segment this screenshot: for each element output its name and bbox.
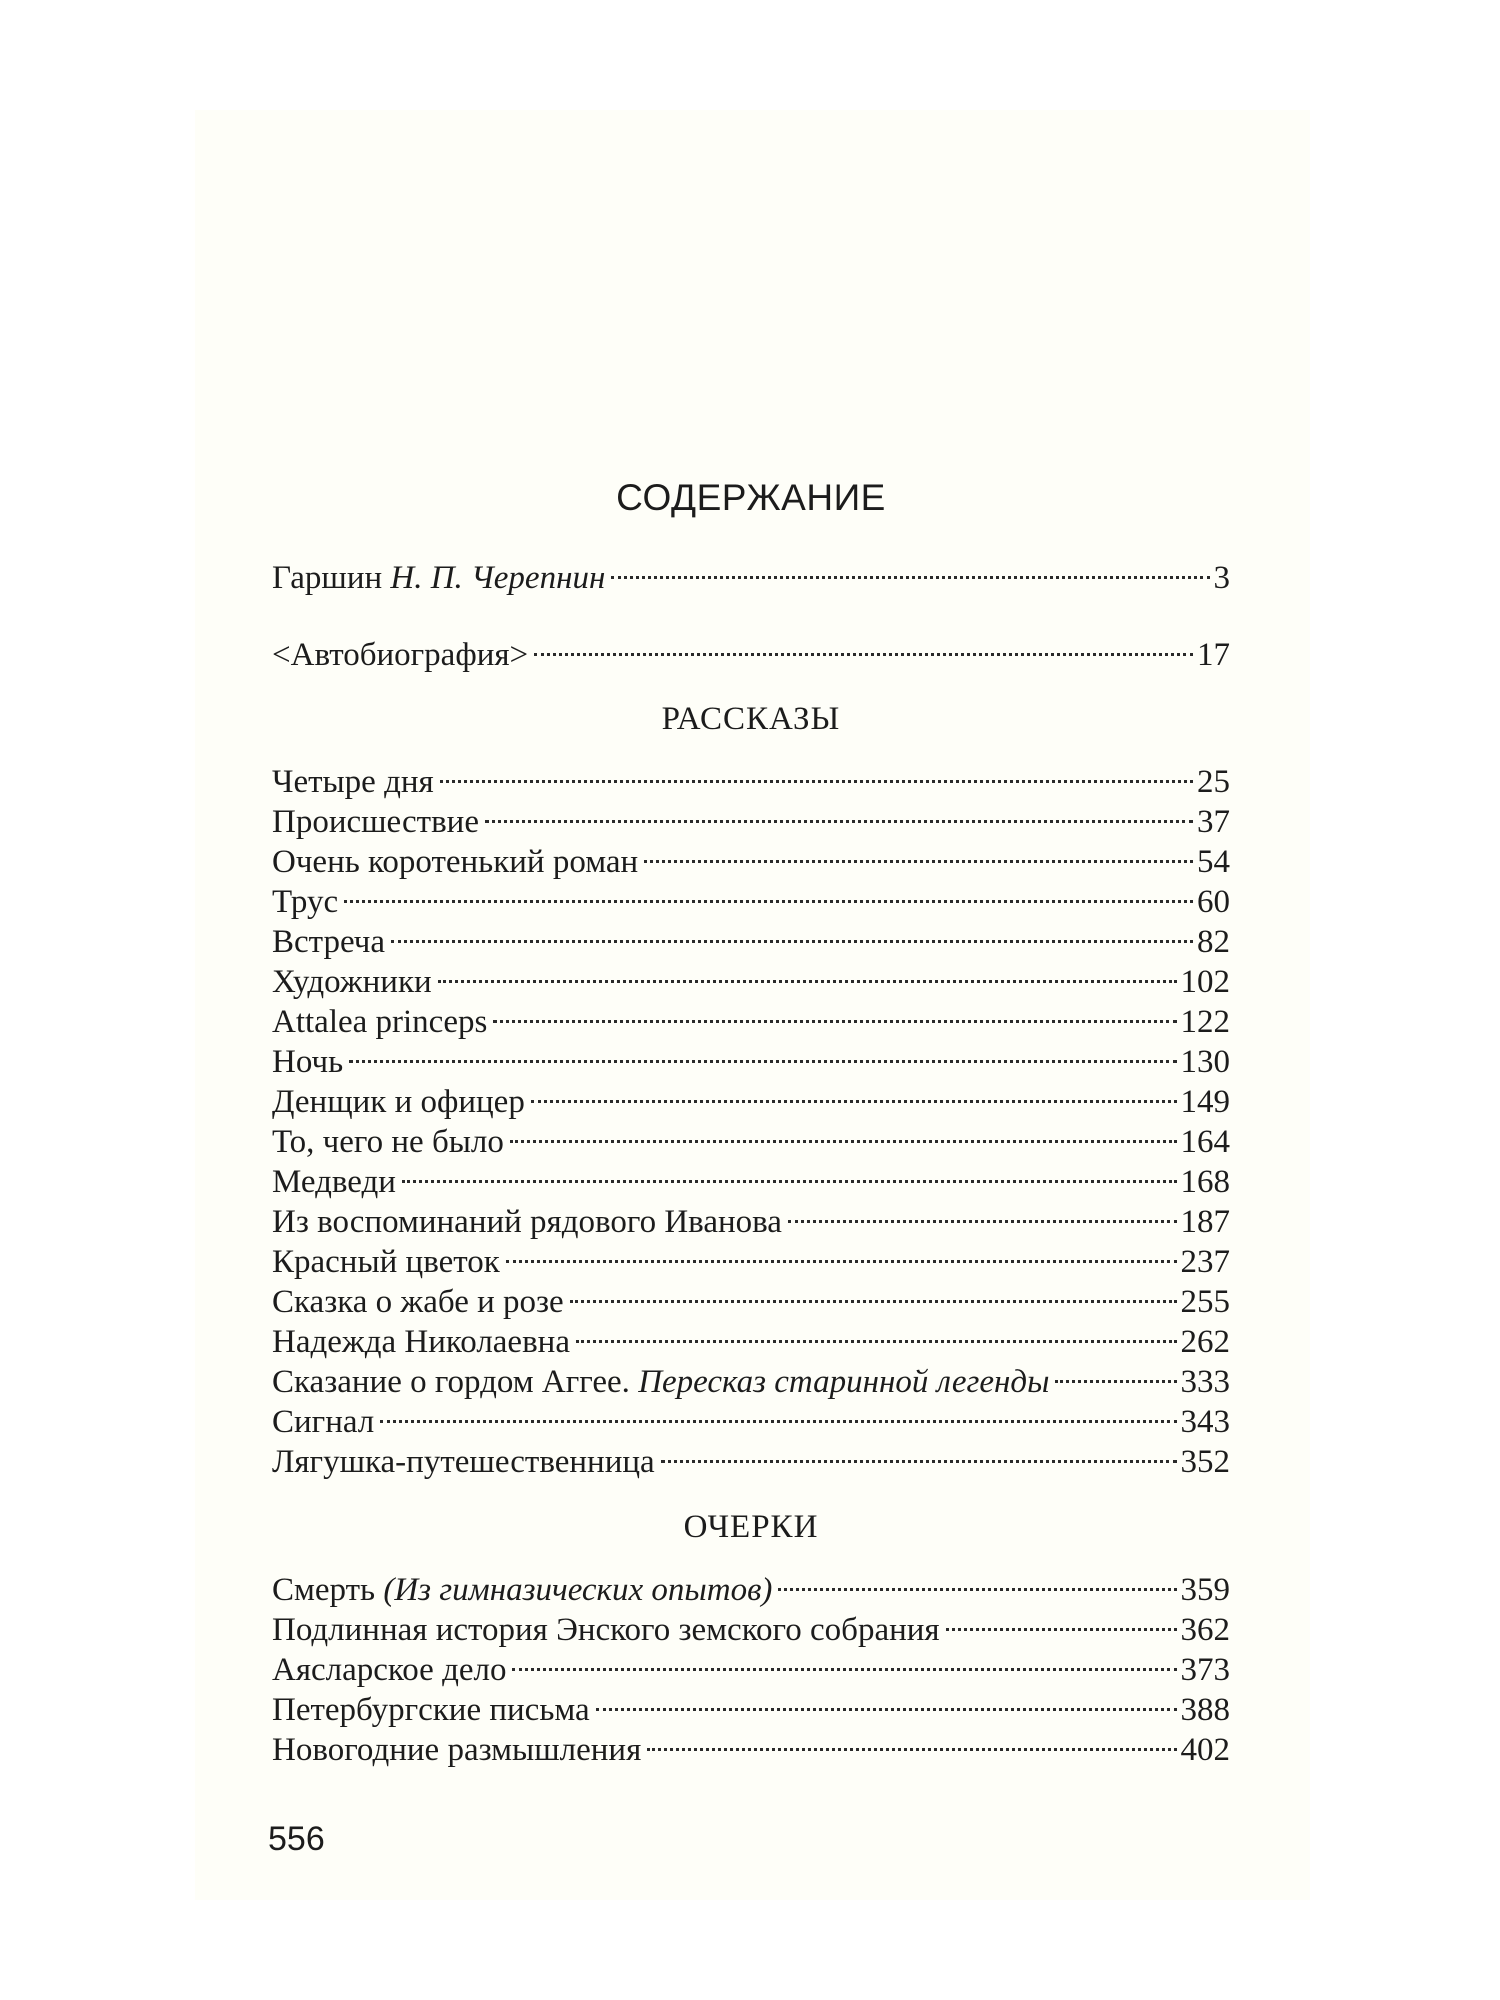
toc-entry: [272, 1392, 1230, 1440]
toc-entry-subtitle: Н. П. Черепнин: [390, 560, 606, 596]
toc-entry-title: Новогодние размышления: [272, 1732, 642, 1768]
dot-leader: [493, 992, 1176, 1032]
dot-leader: [647, 1720, 1176, 1760]
toc-entry: [272, 1152, 1230, 1200]
toc-entry-page: 3: [1213, 560, 1230, 596]
toc-entry-page: 17: [1197, 637, 1230, 673]
page-title: СОДЕРЖАНИЕ: [616, 477, 886, 518]
toc-entry-title: Attalea princeps: [272, 1004, 488, 1040]
section-heading: РАССКАЗЫ: [661, 701, 841, 737]
toc-entry-page: 388: [1180, 1692, 1230, 1728]
dot-leader: [644, 832, 1193, 872]
toc-entry: [272, 1192, 1230, 1240]
toc-entry-page: 359: [1180, 1572, 1230, 1608]
dot-leader: [596, 1680, 1177, 1720]
dot-leader: [570, 1272, 1177, 1312]
toc-entry-page: 82: [1197, 924, 1230, 960]
dot-leader: [344, 872, 1193, 912]
toc-entry-subtitle: (Из гимназических опытов): [383, 1572, 773, 1608]
dot-leader: [576, 1312, 1177, 1352]
toc-entry-page: 122: [1180, 1004, 1230, 1040]
page-number: 556: [268, 1820, 325, 1858]
toc-entry-title: Подлинная история Энского земского собрания: [272, 1612, 940, 1648]
dot-leader: [611, 548, 1209, 588]
dot-leader: [946, 1600, 1177, 1640]
dot-leader: [512, 1640, 1176, 1680]
toc-entry-title: Петербургские письма: [272, 1692, 590, 1728]
dot-leader: [534, 625, 1193, 665]
toc-entry-page: 102: [1180, 964, 1230, 1000]
toc-entry: [272, 912, 1230, 960]
toc-entry-title: Надежда Николаевна: [272, 1324, 570, 1360]
dot-leader: [485, 792, 1193, 832]
toc-entry-page: 149: [1180, 1084, 1230, 1120]
toc-entry-title: Денщик и офицер: [272, 1084, 525, 1120]
toc-entry-title: Сказка о жабе и розе: [272, 1284, 564, 1320]
toc-entry-page: 343: [1180, 1404, 1230, 1440]
toc-entry-title: Лягушка-путешественница: [272, 1444, 655, 1480]
table-of-contents: [272, 470, 1230, 1768]
toc-entry-page: 164: [1180, 1124, 1230, 1160]
dot-leader: [510, 1112, 1177, 1152]
toc-entry: [272, 1072, 1230, 1120]
toc-entry: [272, 872, 1230, 920]
toc-entry-title: Красный цветок: [272, 1244, 500, 1280]
toc-entry-page: 187: [1180, 1204, 1230, 1240]
dot-leader: [661, 1432, 1177, 1472]
toc-entry-title: <Автобиография>: [272, 637, 529, 673]
toc-entry-title: Встреча: [272, 924, 386, 960]
toc-entry-page: 237: [1180, 1244, 1230, 1280]
dot-leader: [506, 1232, 1177, 1272]
toc-entry-title: То, чего не было: [272, 1124, 504, 1160]
toc-entry-page: 333: [1180, 1364, 1230, 1400]
toc-entry-title: Сигнал: [272, 1404, 375, 1440]
toc-entry-title: Ночь: [272, 1044, 344, 1080]
toc-entry-page: 168: [1180, 1164, 1230, 1200]
toc-entry: [272, 752, 1230, 800]
toc-entry-title: Аясларское дело: [272, 1652, 507, 1688]
toc-entry-subtitle: Пересказ старинной легенды: [638, 1364, 1050, 1400]
toc-entry-title: Смерть (Из гимназических опытов): [272, 1572, 773, 1608]
toc-entry-page: 262: [1180, 1324, 1230, 1360]
section-list-essays: [272, 1560, 1230, 1768]
toc-entry-title: Сказание о гордом Аггее. Пересказ старинной легенды: [272, 1364, 1050, 1400]
toc-entry-page: 60: [1197, 884, 1230, 920]
toc-entry-page: 402: [1180, 1732, 1230, 1768]
toc-entry-page: 54: [1197, 844, 1230, 880]
toc-entry-page: 255: [1180, 1284, 1230, 1320]
dot-leader: [778, 1560, 1176, 1600]
dot-leader: [402, 1152, 1177, 1192]
toc-entry: [272, 548, 1230, 596]
toc-entry-title: Происшествие: [272, 804, 479, 840]
toc-entry-page: 130: [1180, 1044, 1230, 1080]
toc-entry-title: Медведи: [272, 1164, 396, 1200]
section-list-stories: [272, 752, 1230, 1480]
dot-leader: [531, 1072, 1177, 1112]
toc-entry-title: Четыре дня: [272, 764, 434, 800]
toc-entry: [272, 952, 1230, 1000]
toc-entry: [272, 1432, 1230, 1480]
toc-entry-title: Очень коротенький роман: [272, 844, 639, 880]
dot-leader: [440, 752, 1193, 792]
toc-entry-page: 352: [1180, 1444, 1230, 1480]
toc-entry-title: Гаршин Н. П. Черепнин: [272, 560, 606, 596]
dot-leader: [391, 912, 1193, 952]
toc-entry-title: Трус: [272, 884, 339, 920]
dot-leader: [438, 952, 1177, 992]
dot-leader: [1055, 1352, 1176, 1392]
toc-entry-title: Из воспоминаний рядового Иванова: [272, 1204, 782, 1240]
section-heading: ОЧЕРКИ: [683, 1509, 819, 1545]
toc-entry-page: 373: [1180, 1652, 1230, 1688]
toc-entry: [272, 625, 1230, 673]
dot-leader: [380, 1392, 1176, 1432]
toc-entry-page: 25: [1197, 764, 1230, 800]
toc-entry-title: Художники: [272, 964, 432, 1000]
toc-entry-page: 37: [1197, 804, 1230, 840]
dot-leader: [788, 1192, 1177, 1232]
toc-entry: [272, 1560, 1230, 1608]
toc-entry-page: 362: [1180, 1612, 1230, 1648]
toc-entry: [272, 1032, 1230, 1080]
dot-leader: [349, 1032, 1176, 1072]
